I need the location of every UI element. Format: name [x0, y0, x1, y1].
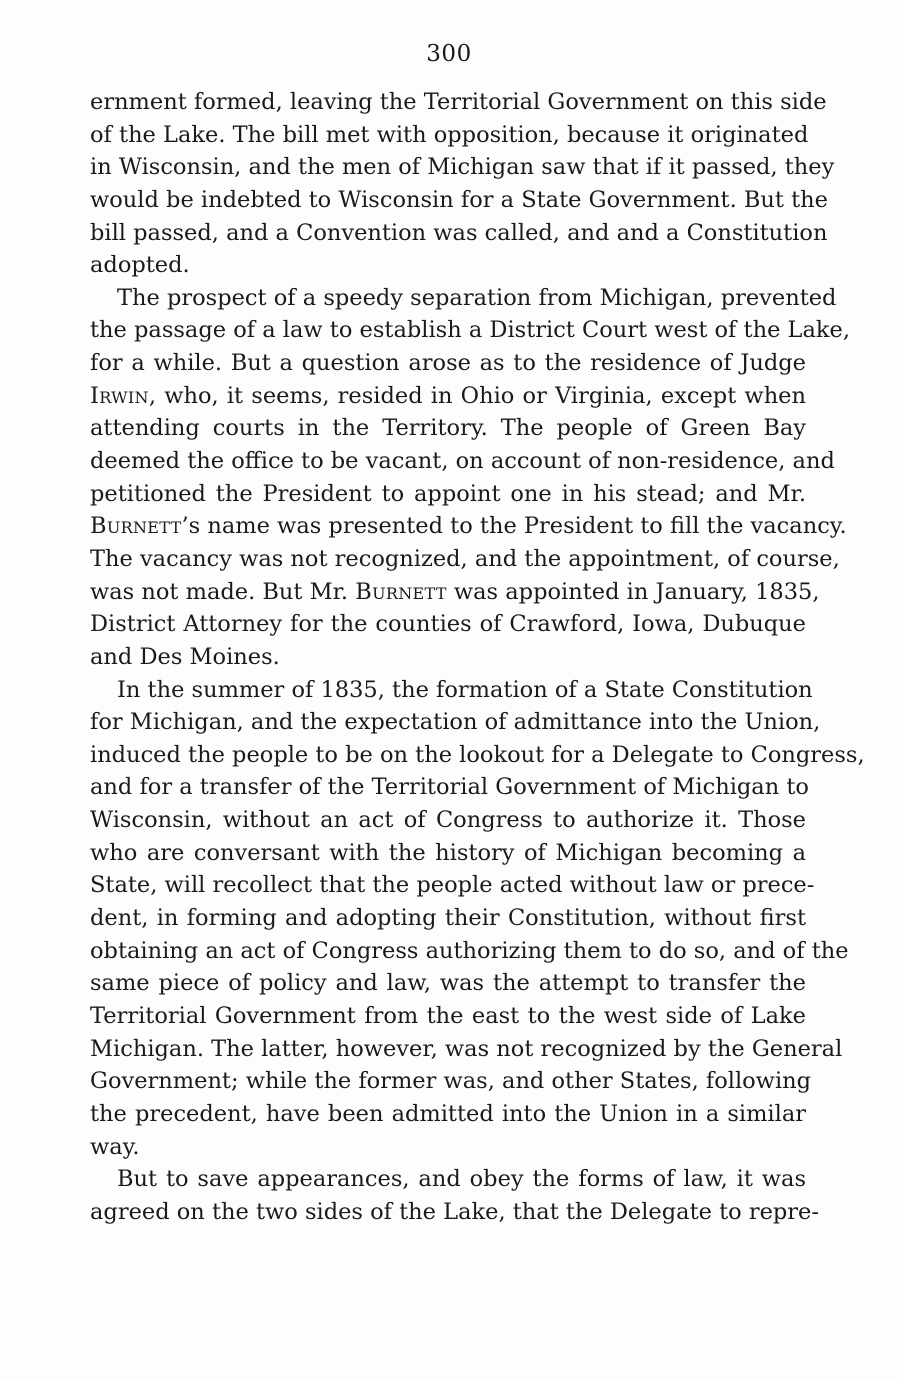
text-line: [90, 1131, 806, 1164]
text-run: District Attorney for the counties of Crawford, Iowa, Dubuque: [90, 611, 806, 638]
text-run: deemed the office to be vacant, on account of non-residence, and: [90, 448, 835, 475]
text-line: [90, 869, 815, 902]
text-run: agreed on the two sides of the Lake, that the Delegate to repre-: [90, 1198, 819, 1225]
text-run: ernment formed, leaving the Territorial Government on this side: [90, 89, 827, 115]
text-run: and for a transfer of the Territorial Government of Michigan to: [90, 774, 809, 801]
text-run: , who, it seems, resided in Ohio or Virginia, except when: [148, 382, 806, 409]
text-line: [90, 739, 865, 772]
text-run: adopted.: [90, 252, 190, 279]
text-run: induced the people to be on the lookout for a Delegate to Congress,: [90, 741, 865, 768]
text-run: and Des Moines.: [90, 643, 280, 670]
text-line: [90, 86, 827, 119]
text-line: [90, 1098, 806, 1131]
text-line: [90, 935, 849, 968]
text-run: attending courts in the Territory. The people of Green Bay: [90, 415, 806, 442]
small-caps-name: Burnett: [355, 578, 447, 605]
page-number: 300: [426, 41, 472, 67]
text-line: [90, 641, 806, 674]
text-run: State, will recollect that the people acted without law or prece-: [90, 872, 815, 899]
text-run: same piece of policy and law, was the attempt to transfer the: [90, 970, 806, 997]
text-run: Territorial Government from the east to the west side of Lake: [90, 1002, 806, 1029]
text-line: [90, 217, 828, 250]
text-line: [90, 1065, 812, 1098]
text-line: [90, 478, 806, 511]
text-run: of the Lake. The bill met with opposition, because it originated: [90, 121, 809, 148]
text-line: [90, 804, 806, 837]
text-line: [90, 706, 821, 739]
text-run: The vacancy was not recognized, and the appointment, of course,: [90, 545, 840, 572]
text-run: in Wisconsin, and the men of Michigan saw that if it passed, they: [90, 154, 835, 181]
text-run: obtaining an act of Congress authorizing them to do so, and of the: [90, 937, 849, 964]
text-run: for a while. But a question arose as to the residence of Judge: [90, 350, 806, 377]
text-run: In the summer of 1835, the formation of a State Constitution: [117, 676, 813, 703]
text-line: [90, 576, 820, 609]
text-line: [90, 314, 850, 347]
text-line: [90, 249, 806, 282]
text-line: [90, 151, 835, 184]
text-run: was appointed in January, 1835,: [446, 578, 820, 605]
body-text: [90, 86, 865, 1228]
text-line: [90, 1196, 819, 1229]
text-run: for Michigan, and the expectation of admittance into the Union,: [90, 709, 821, 736]
text-run: way.: [90, 1133, 140, 1160]
text-line: [90, 771, 809, 804]
text-run: dent, in forming and adopting their Constitution, without first: [90, 905, 806, 932]
text-run: was not made. But Mr.: [90, 578, 356, 605]
text-line: [90, 902, 806, 935]
text-line: [90, 412, 806, 445]
text-line: [90, 1000, 806, 1033]
text-line: [90, 967, 806, 1000]
text-line: [90, 837, 806, 870]
text-line: [90, 1163, 806, 1196]
text-run: But to save appearances, and obey the forms of law, it was: [117, 1166, 806, 1193]
text-run: the precedent, have been admitted into the Union in a similar: [90, 1100, 806, 1127]
text-line: [90, 380, 806, 413]
text-run: the passage of a law to establish a District Court west of the Lake,: [90, 317, 850, 344]
text-run: Wisconsin, without an act of Congress to authorize it. Those: [90, 807, 806, 834]
small-caps-name: Burnett: [90, 513, 182, 540]
text-run: The prospect of a speedy separation from Michigan, prevented: [117, 284, 837, 311]
text-run: ’s name was presented to the President to fill the vacancy.: [181, 513, 847, 540]
text-line: [90, 347, 806, 380]
text-line: [90, 184, 828, 217]
text-line: [90, 1033, 843, 1066]
text-run: would be indebted to Wisconsin for a State Government. But the: [90, 186, 828, 213]
text-line: [90, 674, 813, 707]
text-line: [90, 119, 809, 152]
text-run: bill passed, and a Convention was called, and and a Constitution: [90, 219, 828, 246]
text-line: [90, 510, 847, 543]
text-run: petitioned the President to appoint one in his stead; and Mr.: [90, 480, 806, 507]
text-line: [90, 543, 840, 576]
text-run: who are conversant with the history of Michigan becoming a: [90, 839, 806, 866]
text-line: [90, 282, 837, 315]
small-caps-name: Irwin: [90, 382, 149, 409]
text-line: [90, 445, 835, 478]
text-run: Government; while the former was, and other States, following: [90, 1068, 812, 1095]
text-run: Michigan. The latter, however, was not recognized by the General: [90, 1035, 843, 1062]
text-line: [90, 608, 806, 641]
